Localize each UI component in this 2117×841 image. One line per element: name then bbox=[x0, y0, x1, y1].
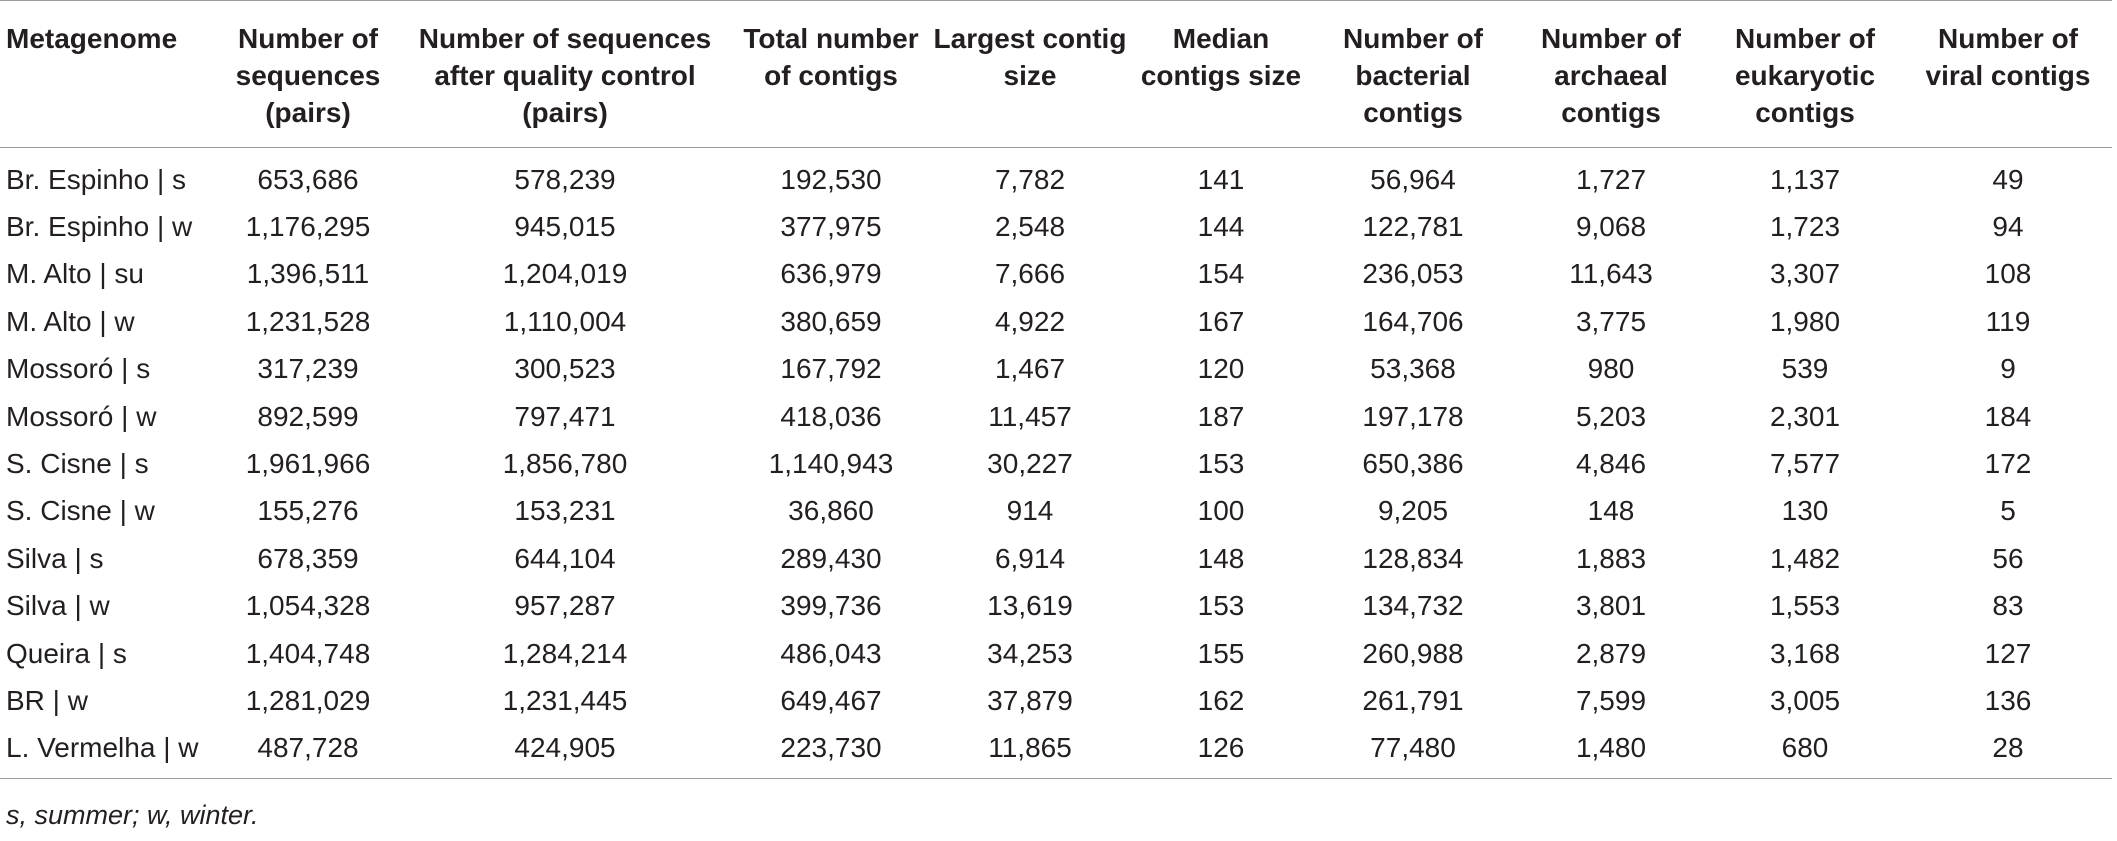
table-row bbox=[0, 583, 2112, 630]
header-total-contigs: Total number of contigs bbox=[743, 23, 919, 91]
table-row bbox=[0, 630, 2112, 677]
cell-total-contigs: 192,530 bbox=[780, 163, 882, 195]
cell-sequences: 317,239 bbox=[257, 353, 359, 385]
cell-sequences-after-qc: 1,231,445 bbox=[502, 684, 628, 716]
cell-total-contigs: 1,140,943 bbox=[768, 448, 894, 480]
cell-total-contigs: 223,730 bbox=[780, 732, 882, 764]
cell-metagenome: Silva | s bbox=[6, 542, 104, 574]
table-row bbox=[0, 440, 2112, 487]
cell-viral-contigs: 184 bbox=[1984, 400, 2032, 432]
table-row bbox=[0, 298, 2112, 345]
cell-median-contigs: 144 bbox=[1197, 211, 1245, 243]
cell-largest-contig: 11,457 bbox=[988, 400, 1072, 432]
cell-total-contigs: 486,043 bbox=[780, 637, 882, 669]
cell-eukaryotic-contigs: 1,137 bbox=[1769, 163, 1841, 195]
cell-metagenome: Silva | w bbox=[6, 590, 110, 622]
cell-largest-contig: 30,227 bbox=[987, 448, 1073, 480]
cell-metagenome: M. Alto | su bbox=[6, 258, 144, 290]
cell-metagenome: Mossoró | w bbox=[6, 400, 157, 432]
cell-sequences: 892,599 bbox=[257, 400, 359, 432]
cell-eukaryotic-contigs: 1,482 bbox=[1769, 542, 1841, 574]
header-largest-contig: Largest contig size bbox=[933, 23, 1127, 91]
cell-sequences-after-qc: 797,471 bbox=[514, 400, 616, 432]
table-row bbox=[0, 251, 2112, 298]
cell-bacterial-contigs: 650,386 bbox=[1362, 448, 1464, 480]
table-row bbox=[0, 535, 2112, 582]
cell-sequences-after-qc: 300,523 bbox=[514, 353, 616, 385]
cell-bacterial-contigs: 164,706 bbox=[1362, 305, 1464, 337]
table-body bbox=[0, 148, 2112, 779]
table-row bbox=[0, 346, 2112, 393]
cell-eukaryotic-contigs: 7,577 bbox=[1769, 448, 1841, 480]
cell-total-contigs: 636,979 bbox=[780, 258, 882, 290]
header-archaeal-contigs: Number of archaeal contigs bbox=[1541, 23, 1681, 128]
cell-viral-contigs: 5 bbox=[2000, 495, 2016, 527]
cell-sequences-after-qc: 1,284,214 bbox=[502, 637, 628, 669]
cell-eukaryotic-contigs: 1,553 bbox=[1769, 590, 1841, 622]
cell-metagenome: S. Cisne | s bbox=[6, 448, 149, 480]
cell-metagenome: Br. Espinho | s bbox=[6, 163, 187, 195]
header-row bbox=[0, 1, 2112, 148]
cell-median-contigs: 126 bbox=[1197, 732, 1245, 764]
cell-eukaryotic-contigs: 3,307 bbox=[1769, 258, 1841, 290]
cell-total-contigs: 289,430 bbox=[780, 542, 882, 574]
header-metagenome: Metagenome bbox=[6, 23, 178, 54]
header-sequences-after-qc: Number of sequences after quality control (pairs) bbox=[418, 23, 712, 128]
cell-total-contigs: 399,736 bbox=[780, 590, 882, 622]
cell-bacterial-contigs: 9,205 bbox=[1377, 495, 1449, 527]
cell-sequences-after-qc: 945,015 bbox=[514, 211, 616, 243]
cell-archaeal-contigs: 2,879 bbox=[1575, 637, 1647, 669]
table-header bbox=[0, 1, 2112, 148]
cell-sequences: 487,728 bbox=[257, 732, 359, 764]
cell-sequences: 1,961,966 bbox=[245, 448, 371, 480]
cell-archaeal-contigs: 9,068 bbox=[1575, 211, 1647, 243]
header-viral-contigs: Number of viral contigs bbox=[1925, 23, 2091, 91]
cell-largest-contig: 6,914 bbox=[994, 542, 1066, 574]
cell-sequences: 653,686 bbox=[257, 163, 359, 195]
cell-median-contigs: 148 bbox=[1197, 542, 1245, 574]
cell-largest-contig: 11,865 bbox=[988, 732, 1072, 764]
cell-archaeal-contigs: 1,883 bbox=[1575, 542, 1647, 574]
cell-archaeal-contigs: 980 bbox=[1587, 353, 1635, 385]
cell-viral-contigs: 94 bbox=[1992, 211, 2024, 243]
cell-median-contigs: 120 bbox=[1197, 353, 1245, 385]
cell-archaeal-contigs: 3,775 bbox=[1575, 305, 1647, 337]
cell-viral-contigs: 56 bbox=[1992, 542, 2024, 574]
cell-viral-contigs: 172 bbox=[1984, 448, 2032, 480]
cell-viral-contigs: 119 bbox=[1985, 305, 2031, 337]
cell-sequences-after-qc: 1,110,004 bbox=[503, 305, 627, 337]
cell-total-contigs: 36,860 bbox=[788, 495, 874, 527]
cell-viral-contigs: 49 bbox=[1992, 163, 2024, 195]
cell-eukaryotic-contigs: 1,980 bbox=[1769, 305, 1841, 337]
cell-viral-contigs: 83 bbox=[1992, 590, 2024, 622]
table-row bbox=[0, 148, 2112, 204]
cell-largest-contig: 914 bbox=[1006, 495, 1054, 527]
cell-bacterial-contigs: 122,781 bbox=[1362, 211, 1464, 243]
cell-eukaryotic-contigs: 130 bbox=[1781, 495, 1829, 527]
cell-bacterial-contigs: 77,480 bbox=[1370, 732, 1456, 764]
cell-metagenome: Mossoró | s bbox=[6, 353, 151, 385]
table-row bbox=[0, 488, 2112, 535]
cell-bacterial-contigs: 260,988 bbox=[1362, 637, 1464, 669]
cell-viral-contigs: 108 bbox=[1984, 258, 2032, 290]
cell-largest-contig: 37,879 bbox=[987, 684, 1073, 716]
cell-sequences: 678,359 bbox=[257, 542, 359, 574]
cell-sequences: 1,404,748 bbox=[245, 637, 371, 669]
cell-total-contigs: 649,467 bbox=[780, 684, 882, 716]
cell-sequences: 1,396,511 bbox=[246, 258, 370, 290]
cell-eukaryotic-contigs: 1,723 bbox=[1769, 211, 1841, 243]
cell-eukaryotic-contigs: 680 bbox=[1781, 732, 1829, 764]
cell-archaeal-contigs: 148 bbox=[1587, 495, 1635, 527]
cell-bacterial-contigs: 197,178 bbox=[1362, 400, 1464, 432]
cell-median-contigs: 100 bbox=[1197, 495, 1245, 527]
cell-sequences: 155,276 bbox=[257, 495, 359, 527]
cell-viral-contigs: 9 bbox=[2000, 353, 2016, 385]
table-row bbox=[0, 677, 2112, 724]
cell-metagenome: BR | w bbox=[6, 684, 88, 716]
header-median-contigs: Median contigs size bbox=[1140, 23, 1302, 91]
cell-bacterial-contigs: 261,791 bbox=[1362, 684, 1464, 716]
cell-sequences: 1,281,029 bbox=[245, 684, 371, 716]
cell-bacterial-contigs: 128,834 bbox=[1362, 542, 1464, 574]
cell-median-contigs: 162 bbox=[1197, 684, 1245, 716]
cell-median-contigs: 167 bbox=[1197, 305, 1245, 337]
cell-sequences-after-qc: 957,287 bbox=[514, 590, 616, 622]
cell-largest-contig: 13,619 bbox=[987, 590, 1073, 622]
cell-median-contigs: 187 bbox=[1197, 400, 1245, 432]
cell-median-contigs: 153 bbox=[1197, 448, 1245, 480]
cell-sequences-after-qc: 424,905 bbox=[514, 732, 616, 764]
cell-metagenome: S. Cisne | w bbox=[6, 495, 155, 527]
cell-sequences-after-qc: 644,104 bbox=[514, 542, 616, 574]
cell-median-contigs: 155 bbox=[1197, 637, 1245, 669]
cell-sequences-after-qc: 578,239 bbox=[514, 163, 616, 195]
table-footnote: s, summer; w, winter. bbox=[6, 800, 259, 830]
cell-eukaryotic-contigs: 2,301 bbox=[1769, 400, 1841, 432]
cell-viral-contigs: 127 bbox=[1984, 637, 2032, 669]
cell-median-contigs: 141 bbox=[1197, 163, 1245, 195]
cell-viral-contigs: 28 bbox=[1992, 732, 2024, 764]
cell-largest-contig: 2,548 bbox=[994, 211, 1066, 243]
header-number-of-sequences: Number of sequences (pairs) bbox=[235, 23, 381, 128]
cell-largest-contig: 7,782 bbox=[994, 163, 1066, 195]
cell-metagenome: Br. Espinho | w bbox=[6, 211, 193, 243]
cell-bacterial-contigs: 134,732 bbox=[1362, 590, 1464, 622]
cell-metagenome: L. Vermelha | w bbox=[6, 732, 199, 764]
cell-bacterial-contigs: 236,053 bbox=[1362, 258, 1464, 290]
cell-total-contigs: 377,975 bbox=[780, 211, 882, 243]
cell-archaeal-contigs: 5,203 bbox=[1575, 400, 1647, 432]
cell-bacterial-contigs: 56,964 bbox=[1370, 163, 1456, 195]
cell-sequences: 1,231,528 bbox=[245, 305, 371, 337]
cell-largest-contig: 1,467 bbox=[994, 353, 1066, 385]
cell-largest-contig: 7,666 bbox=[994, 258, 1066, 290]
cell-archaeal-contigs: 4,846 bbox=[1575, 448, 1647, 480]
cell-median-contigs: 153 bbox=[1197, 590, 1245, 622]
cell-total-contigs: 418,036 bbox=[780, 400, 882, 432]
table-row bbox=[0, 725, 2112, 779]
table-row bbox=[0, 203, 2112, 250]
cell-eukaryotic-contigs: 3,168 bbox=[1769, 637, 1841, 669]
cell-largest-contig: 4,922 bbox=[994, 305, 1066, 337]
cell-archaeal-contigs: 7,599 bbox=[1575, 684, 1647, 716]
header-bacterial-contigs: Number of bacterial contigs bbox=[1343, 23, 1483, 128]
cell-eukaryotic-contigs: 539 bbox=[1781, 353, 1829, 385]
cell-sequences-after-qc: 153,231 bbox=[514, 495, 616, 527]
cell-viral-contigs: 136 bbox=[1984, 684, 2032, 716]
cell-sequences-after-qc: 1,204,019 bbox=[502, 258, 628, 290]
cell-archaeal-contigs: 1,480 bbox=[1575, 732, 1647, 764]
table-row bbox=[0, 393, 2112, 440]
cell-total-contigs: 167,792 bbox=[780, 353, 882, 385]
cell-archaeal-contigs: 1,727 bbox=[1575, 163, 1647, 195]
cell-bacterial-contigs: 53,368 bbox=[1370, 353, 1456, 385]
cell-median-contigs: 154 bbox=[1197, 258, 1245, 290]
cell-sequences: 1,054,328 bbox=[245, 590, 371, 622]
cell-metagenome: M. Alto | w bbox=[6, 305, 135, 337]
cell-largest-contig: 34,253 bbox=[987, 637, 1073, 669]
cell-total-contigs: 380,659 bbox=[780, 305, 882, 337]
header-eukaryotic-contigs: Number of eukaryotic contigs bbox=[1734, 23, 1876, 128]
cell-metagenome: Queira | s bbox=[6, 637, 127, 669]
cell-sequences: 1,176,295 bbox=[245, 211, 371, 243]
cell-archaeal-contigs: 3,801 bbox=[1575, 590, 1647, 622]
cell-eukaryotic-contigs: 3,005 bbox=[1769, 684, 1841, 716]
cell-sequences-after-qc: 1,856,780 bbox=[502, 448, 628, 480]
cell-archaeal-contigs: 11,643 bbox=[1569, 258, 1653, 290]
